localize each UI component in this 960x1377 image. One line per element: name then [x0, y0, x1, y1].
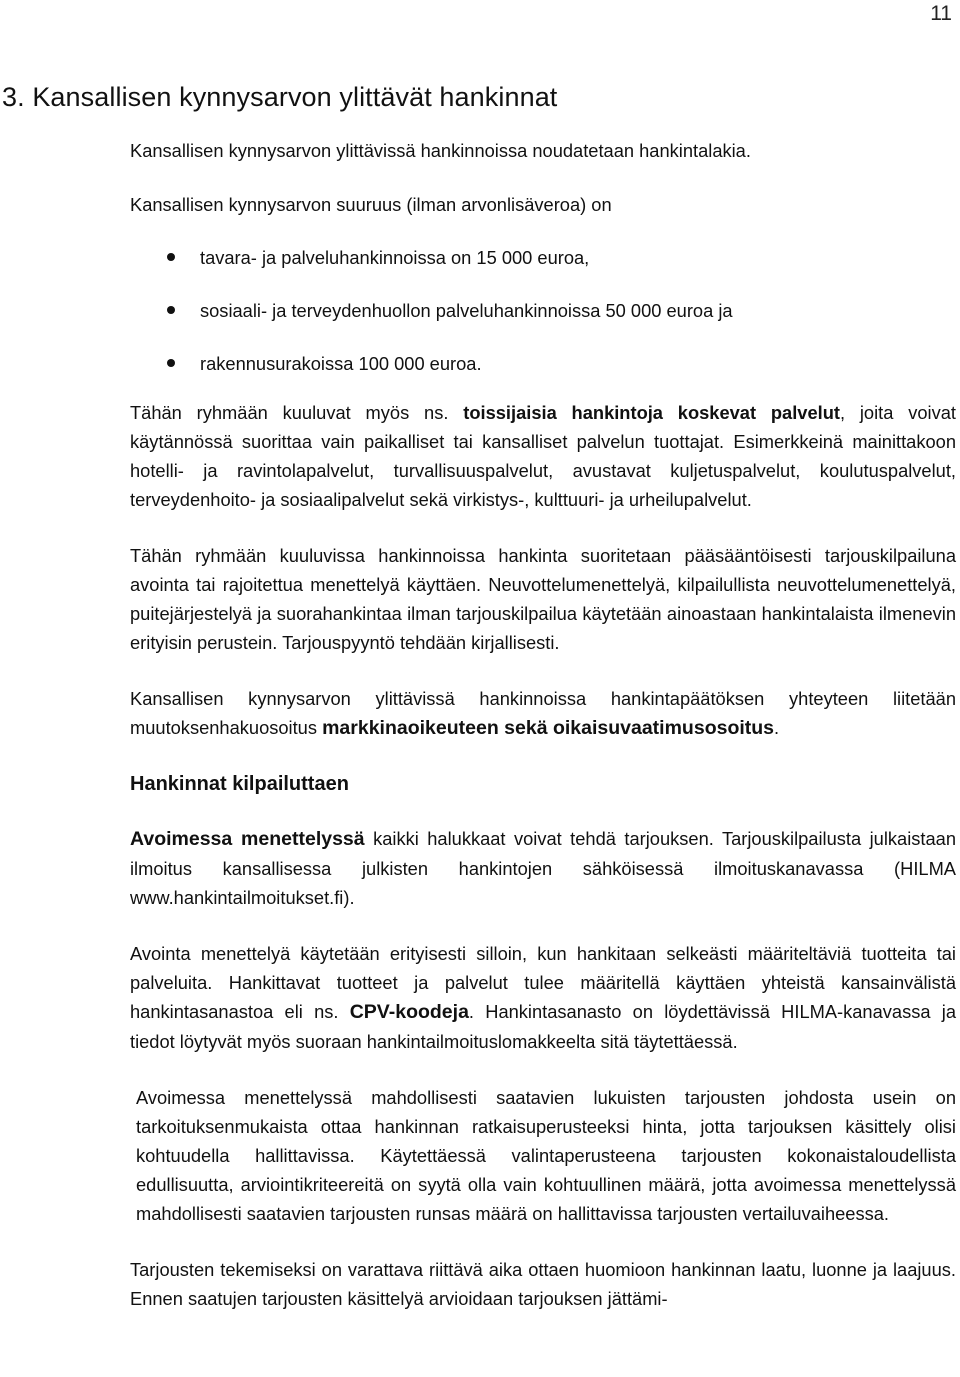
appeal-emphasis: markkinaoikeuteen sekä oikaisuvaatimusosoitus	[322, 717, 775, 739]
section-title: Hankinnat kilpailuttaen	[130, 773, 349, 795]
cpv-text-end: . Hankintasanasto on löydettävissä HILMA-kanavassa ja tiedot löytyvät myös suoraan hankintailmoituslomakkeelta sitä täytettäessä.	[130, 1001, 956, 1052]
page-number: 11	[930, 2, 952, 25]
list-item-text: tavara- ja palveluhankinnoissa on 15 000 euroa,	[200, 247, 590, 268]
time-paragraph: Tarjousten tekemiseksi on varattava riittävä aika ottaen huomioon hankinnan laatu, luonne ja laajuus. Ennen saatujen tarjousten käsittelyä arvioidaan tarjouksen jättämi-	[130, 1259, 956, 1309]
offers-paragraph: Avoimessa menettelyssä mahdollisesti saatavien lukuisten tarjousten johdosta usein on tarkoituksenmukaista ottaa hankinnan ratkaisuperusteeksi hinta, jotta tarjouksen käsittely olisi kohtuudella hallittavissa. Käytettäessä valintaperusteena tarjousten kokonaistaloudellista edullisuutta, arviointikriteereitä on syytä olla vain kohtuullinen määrä, jotta avoimessa menettelyssä mahdollisesti saatavien tarjousten runsas määrä on hallittavissa tarjousten vertailuvaiheessa.	[136, 1087, 956, 1224]
list-item	[130, 296, 956, 325]
intro-paragraph-threshold: Kansallisen kynnysarvon suuruus (ilman arvonlisäveroa) on	[130, 194, 612, 215]
list-item	[130, 243, 956, 272]
list-item-text: sosiaali- ja terveydenhuollon palveluhankinnoissa 50 000 euroa ja	[200, 300, 733, 321]
bullet-icon	[167, 306, 175, 314]
secondary-services-text-end: , joita voivat käytännössä suorittaa vain paikalliset tai kansalliset palvelun tuottajat. Esimerkkeinä mainittakoon hotelli- ja ravintolapalvelut, turvallisuuspalvelut, avustavat kuljetuspalvelut, koulutuspalvelut, terveydenhoito- ja sosiaalipalvelut sekä virkistys-, kulttuuri- ja urheilupalvelut.	[130, 402, 956, 510]
secondary-services-paragraph	[130, 398, 956, 514]
cpv-emphasis: CPV-koodeja	[349, 1001, 469, 1023]
cpv-paragraph	[130, 939, 956, 1056]
bullet-icon	[167, 253, 175, 261]
document-body	[130, 136, 956, 1313]
secondary-services-emphasis: toissijaisia hankintoja koskevat palvelut	[463, 402, 840, 423]
cpv-text-start: Avointa menettelyä käytetään erityisesti silloin, kun hankitaan selkeästi määriteltäviä tuotteita tai palveluita. Hankittavat tuotteet ja palvelut tulee määritellä käyttäen yhteistä kansainvälistä hankintasanastoa eli ns.	[130, 943, 956, 1022]
open-procedure-text: kaikki halukkaat voivat tehdä tarjouksen. Tarjouskilpailusta julkaistaan ilmoitus kansallisessa julkisten hankintojen sähköisessä ilmoituskanavassa (HILMA www.hankintailmoitukset.fi).	[130, 828, 956, 908]
appeal-text-end: .	[774, 717, 780, 738]
open-procedure-emphasis: Avoimessa menettelyssä	[130, 828, 365, 850]
procedure-paragraph: Tähän ryhmään kuuluvissa hankinnoissa hankinta suoritetaan pääsääntöisesti tarjouskilpailuna avointa tai rajoitettua menettelyä käyttäen. Neuvottelumenettelyä, kilpailullista neuvottelumenettelyä, puitejärjestelyä ja suorahankintaa ilman tarjouskilpailua käytetään ainoastaan hankintalaista ilmenevin erityisin perustein. Tarjouspyyntö tehdään kirjallisesti.	[130, 545, 956, 653]
appeal-text-start: Kansallisen kynnysarvon ylittävissä hankinnoissa hankintapäätöksen yhteyteen liitetään muutoksenhakuosoitus	[130, 688, 956, 738]
list-item	[130, 349, 956, 378]
appeal-paragraph	[130, 684, 956, 743]
open-procedure-paragraph	[130, 824, 956, 912]
intro-paragraph-law: Kansallisen kynnysarvon ylittävissä hankinnoissa noudatetaan hankintalakia.	[130, 140, 751, 161]
bullet-icon	[167, 359, 175, 367]
threshold-list	[130, 243, 956, 378]
chapter-heading: 3. Kansallisen kynnysarvon ylittävät hankinnat	[2, 82, 558, 112]
list-item-text: rakennusurakoissa 100 000 euroa.	[200, 353, 482, 374]
secondary-services-text-start: Tähän ryhmään kuuluvat myös ns.	[130, 402, 464, 423]
